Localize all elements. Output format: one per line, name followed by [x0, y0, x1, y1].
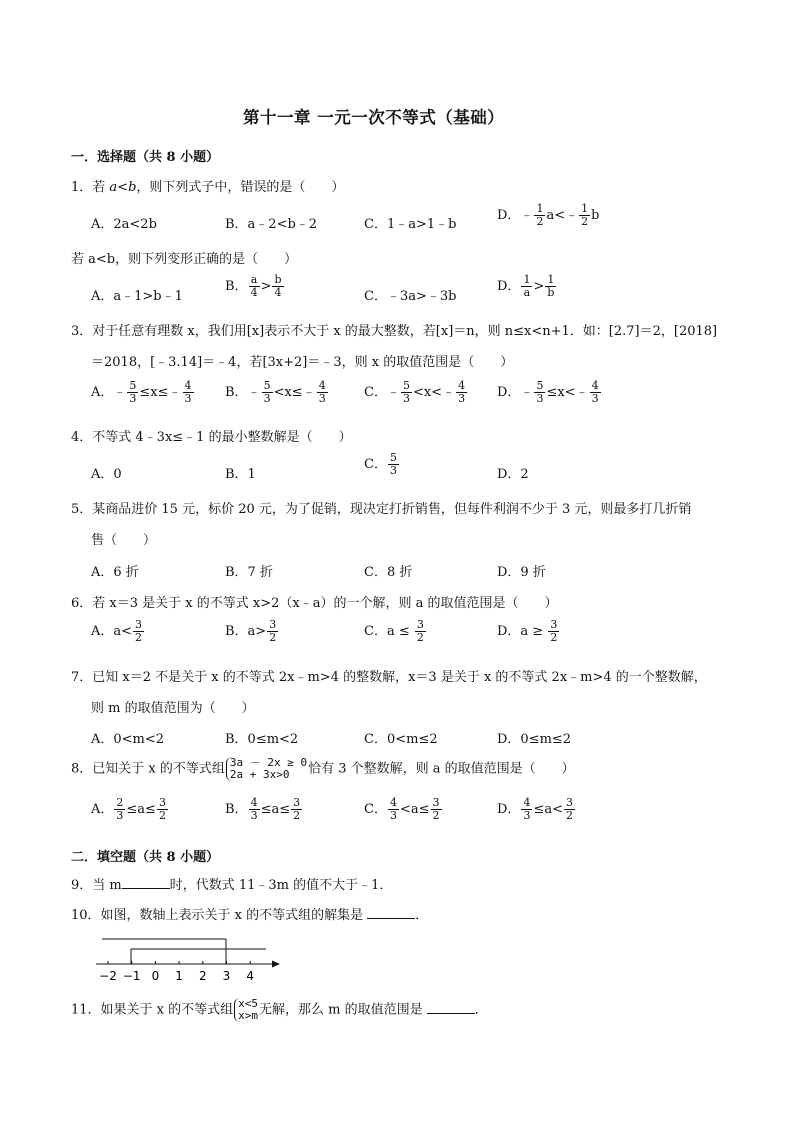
number-line-tick-label: 1: [175, 969, 183, 983]
question-7-line1: 7．已知 x＝2 不是关于 x 的不等式 2x﹣m>4 的整数解，x＝3 是关于 x 的不等式 2x﹣m>4 的一个整数解，: [71, 670, 707, 685]
q11-answer-blank[interactable]: [427, 1000, 475, 1014]
q3-option-b: B．﹣ $\frac{5}{3}$ <x≤﹣ $\frac{4}{3}$: [225, 379, 326, 405]
q7-option-a: A．0<m<2: [91, 732, 165, 747]
q6-option-c: C．a ≤ $\frac{3}{2}$: [364, 618, 424, 644]
question-9: 9．当 m 时，代数式 11﹣3m 的值不大于﹣1．: [71, 874, 392, 893]
number-line-tick-label: 2: [198, 969, 207, 983]
question-5-line1: 5．某商品进价 15 元，标价 20 元，为了促销，现决定打折销售，但每件利润不少于 3 元，则最多打几折销: [71, 502, 692, 517]
q5-option-c: C．8 折: [364, 565, 413, 580]
q4-option-b: B．1: [225, 467, 256, 482]
q8-option-b: B． $\frac{4}{3}$ ≤a≤ $\frac{3}{2}$: [225, 796, 301, 822]
question-4: 4．不等式 4﹣3x≤﹣1 的最小整数解是（ ）: [71, 430, 352, 445]
q8-option-a: A． $\frac{2}{3}$ ≤a≤ $\frac{3}{2}$: [91, 796, 166, 822]
question-7-line2: 则 m 的取值范围为（ ）: [91, 701, 255, 716]
q1-option-d: D．﹣ $\frac{1}{2}$ a<﹣ $\frac{1}{2}$ b: [497, 202, 600, 228]
q2-option-b: B． $\frac{a}{4}$ > $\frac{b}{4}$: [225, 273, 282, 299]
q2-option-d: D． $\frac{1}{a}$ > $\frac{1}{b}$: [497, 273, 555, 299]
number-line-tick-label: 4: [246, 969, 255, 983]
q7-option-b: B．0≤m<2: [225, 732, 299, 747]
number-line-tick-label: 0: [151, 969, 160, 983]
q10-answer-blank[interactable]: [367, 905, 415, 919]
q3-option-d: D．﹣ $\frac{5}{3}$ ≤x<﹣ $\frac{4}{3}$: [497, 379, 599, 405]
question-10: 10．如图，数轴上表示关于 x 的不等式组的解集是 ．: [71, 904, 428, 923]
q11-inequality-system: x<5 x>m: [234, 998, 258, 1022]
q9-answer-blank[interactable]: [122, 875, 170, 889]
q4-option-d: D．2: [497, 467, 529, 482]
number-line-tick-label: 3: [222, 969, 231, 983]
q5-option-a: A．6 折: [91, 565, 139, 580]
q4-option-a: A．0: [91, 467, 122, 482]
q5-option-d: D．9 折: [497, 565, 546, 580]
q6-option-a: A．a< $\frac{3}{2}$: [91, 618, 143, 644]
q8-inequality-system: 3a － 2x ≥ 0 2a + 3x>0: [226, 757, 307, 781]
q2-option-c: C．﹣3a>﹣3b: [364, 289, 457, 304]
question-6: 6．若 x＝3 是关于 x 的不等式 x>2（x﹣a）的一个解，则 a 的取值范围是（ ）: [71, 596, 558, 611]
q8-option-c: C． $\frac{4}{3}$ <a≤ $\frac{3}{2}$: [364, 796, 440, 822]
q4-option-c: C． $\frac{5}{3}$: [364, 451, 397, 477]
q6-option-b: B．a> $\frac{3}{2}$: [225, 618, 277, 644]
q5-option-b: B．7 折: [225, 565, 273, 580]
question-5-line2: 售（ ）: [91, 533, 157, 548]
section-heading-fill: 二．填空题（共 8 小题）: [71, 850, 220, 865]
q8-option-d: D． $\frac{4}{3}$ ≤a< $\frac{3}{2}$: [497, 796, 573, 822]
question-1: 1．若 a<b，则下列式子中，错误的是（ ）: [71, 180, 345, 195]
question-8: 8．已知关于 x 的不等式组 3a － 2x ≥ 0 2a + 3x>0 恰有 3 个整数解，则 a 的取值范围是（ ）: [71, 756, 575, 781]
q6-option-d: D．a ≥ $\frac{3}{2}$: [497, 618, 558, 644]
q1-option-b: B．a﹣2<b﹣2: [225, 217, 318, 232]
number-line-tick-label: −1: [122, 969, 141, 983]
q1-option-a: A．2a<2b: [91, 217, 157, 232]
q3-option-c: C．﹣ $\frac{5}{3}$ <x<﹣ $\frac{4}{3}$: [364, 379, 466, 405]
section-heading-choice: 一．选择题（共 8 小题）: [71, 150, 220, 165]
number-line-figure: [90, 930, 290, 985]
q7-option-c: C．0<m≤2: [364, 732, 438, 747]
number-line-tick-label: −2: [99, 969, 117, 983]
question-2: 若 a<b，则下列变形正确的是（ ）: [71, 252, 298, 267]
q7-option-d: D．0≤m≤2: [497, 732, 572, 747]
q1-option-c: C．1﹣a>1﹣b: [364, 217, 457, 232]
page-title: 第十一章 一元一次不等式（基础）: [243, 108, 505, 127]
question-3-line2: ＝2018，[﹣3.14]＝﹣4，若[3x+2]＝﹣3，则 x 的取值范围是（ ）: [91, 355, 514, 370]
q2-option-a: A．a﹣1>b﹣1: [91, 289, 183, 304]
q3-option-a: A．﹣ $\frac{5}{3}$ ≤x≤﹣ $\frac{4}{3}$: [91, 379, 192, 405]
question-3-line1: 3．对于任意有理数 x，我们用[x]表示不大于 x 的最大整数，若[x]＝n，则 n≤x<n+1．如：[2.7]＝2，[2018]: [71, 324, 718, 339]
question-11: 11．如果关于 x 的不等式组 x<5 x>m 无解，那么 m 的取值范围是 ．: [71, 997, 488, 1022]
